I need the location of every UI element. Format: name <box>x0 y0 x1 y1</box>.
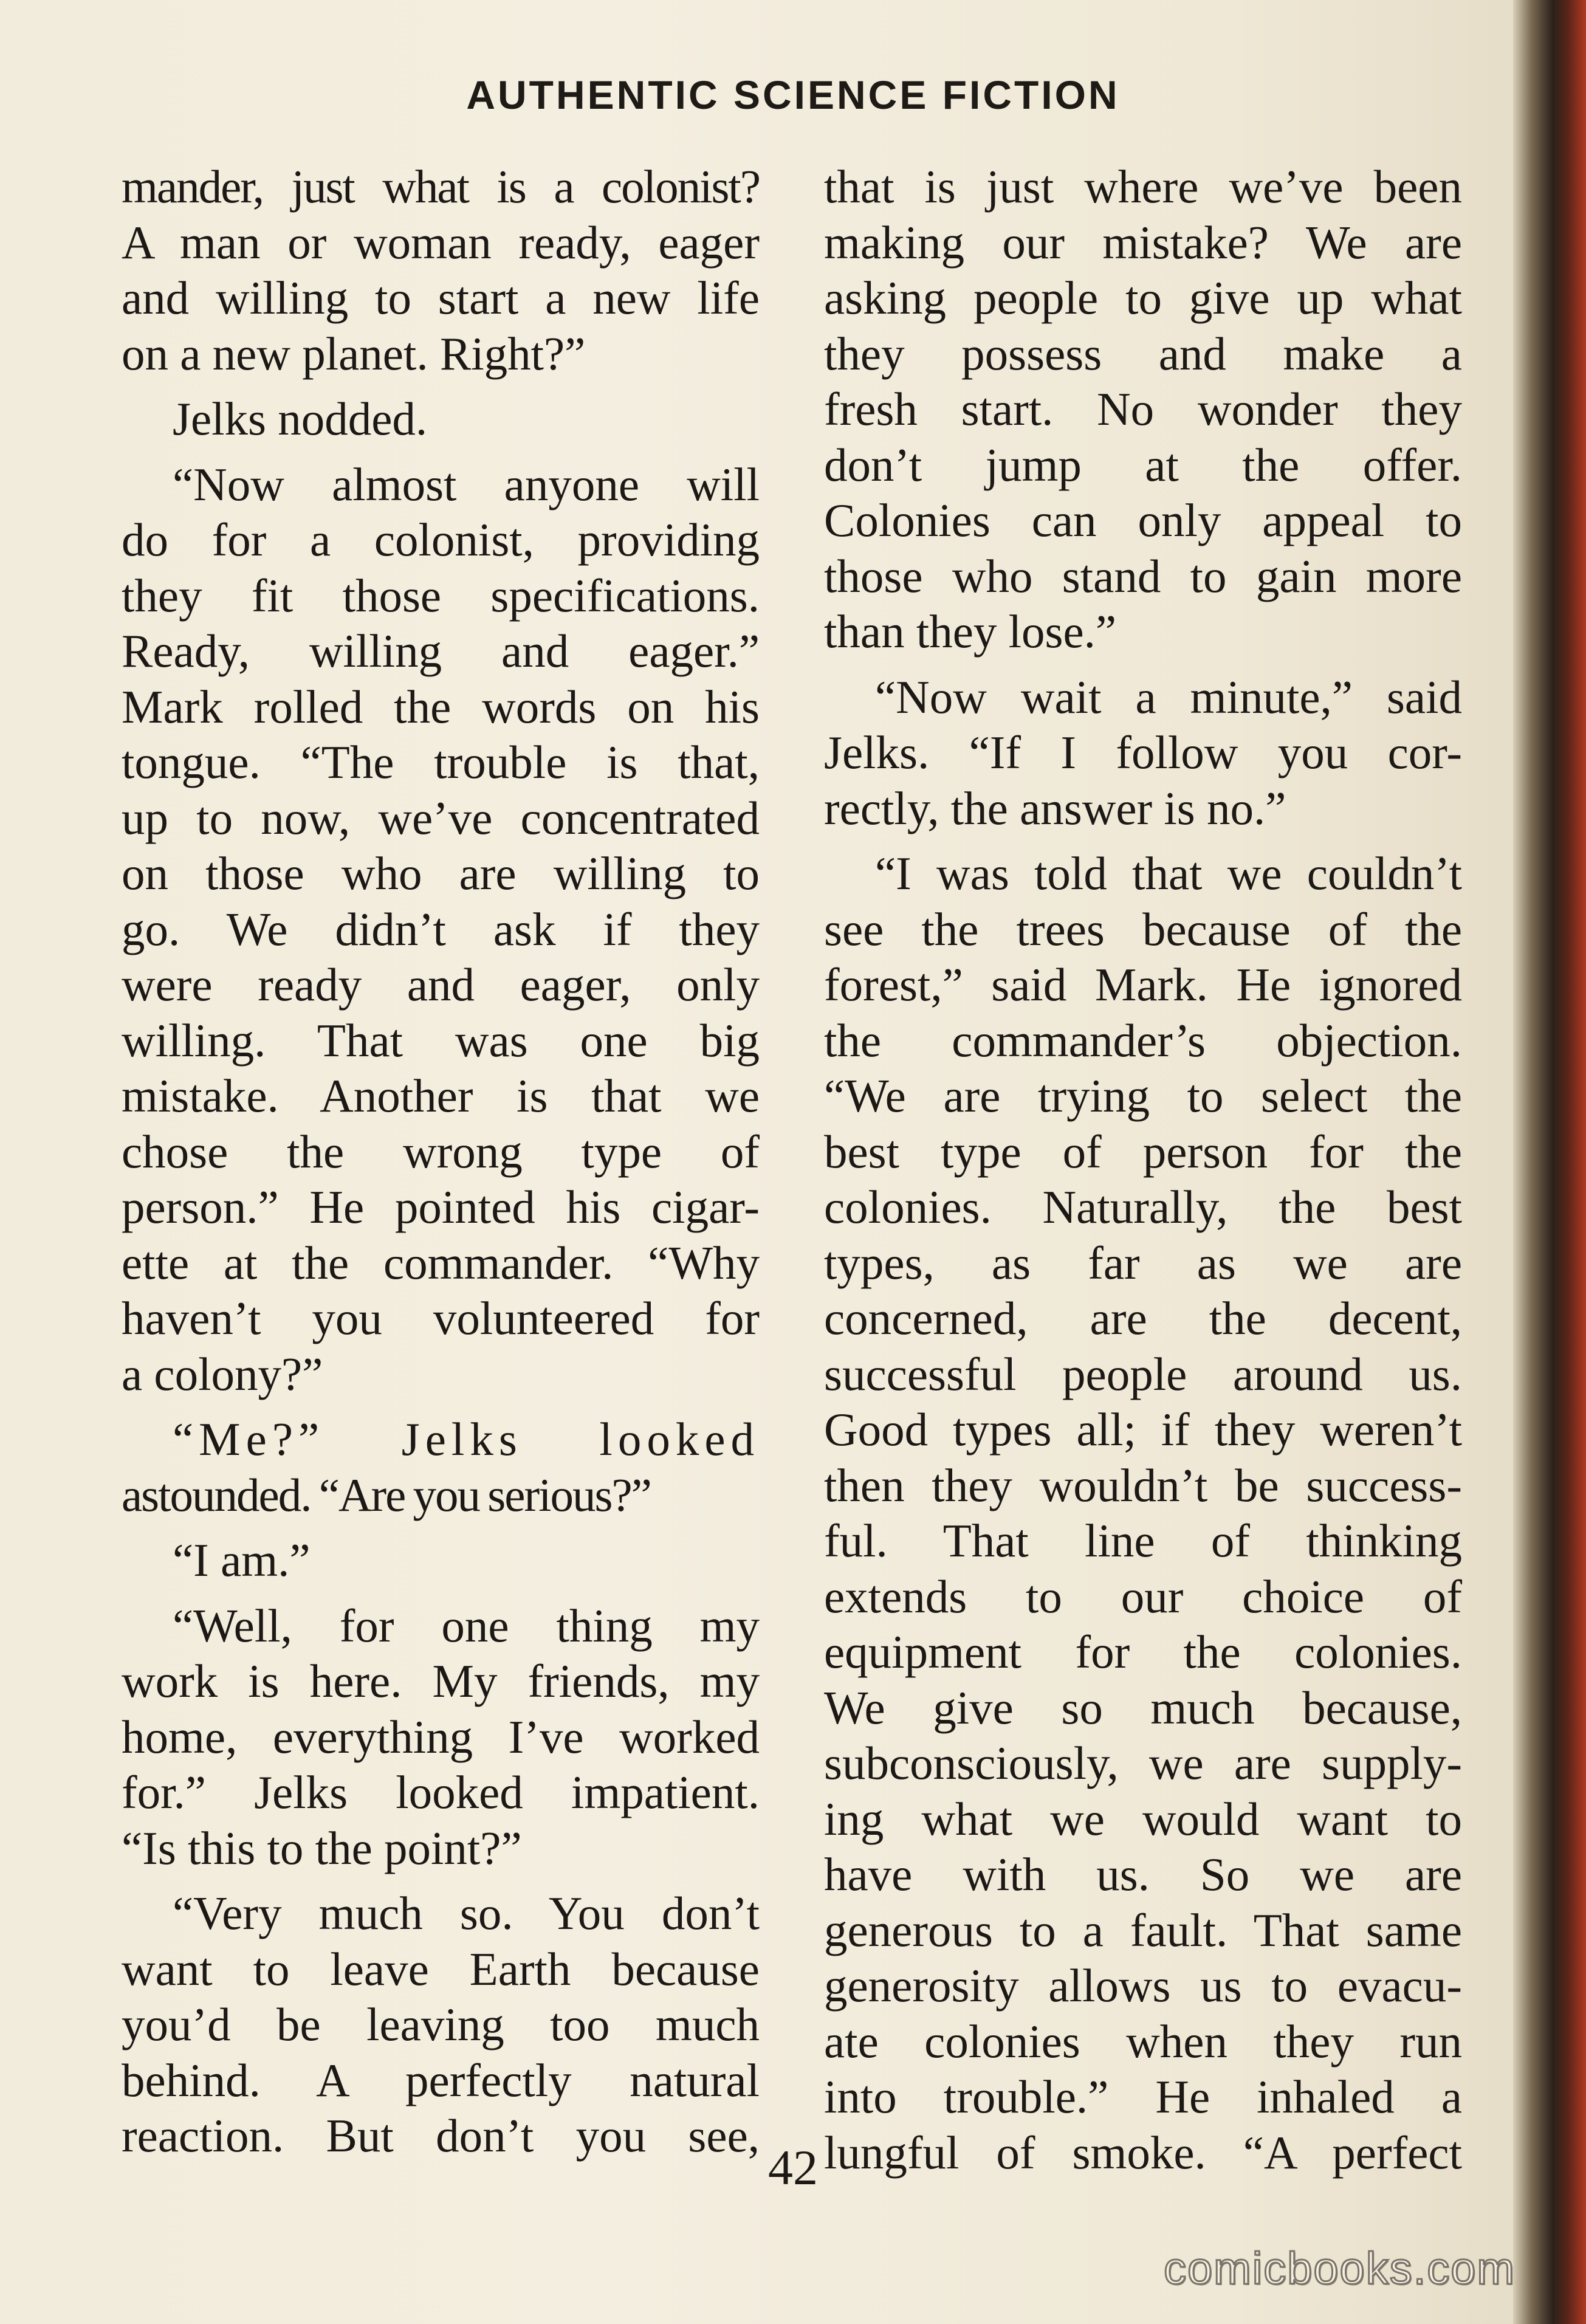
text-line: home, everything I’ve worked <box>122 1710 760 1763</box>
text-line: then they wouldn’t be success- <box>824 1459 1462 1511</box>
text-line: ful. That line of thinking <box>824 1514 1462 1567</box>
text-line: you’d be leaving too much <box>122 1998 760 2051</box>
text-line: “Now wait a minute,” said <box>875 670 1462 723</box>
text-line: “Me?” Jelks looked <box>173 1413 760 1465</box>
text-line: were ready and eager, only <box>122 958 760 1011</box>
text-line: up to now, we’ve concentrated <box>122 791 760 844</box>
text-line: don’t jump at the offer. <box>824 438 1462 491</box>
text-line: subconsciously, we are supply- <box>824 1737 1462 1789</box>
text-line: do for a colonist, providing <box>122 514 760 566</box>
paragraph <box>122 457 760 1403</box>
paragraph <box>122 1533 760 1589</box>
text-line: ing what we would want to <box>824 1792 1462 1845</box>
text-line: concerned, are the decent, <box>824 1292 1462 1344</box>
text-line: work is here. My friends, my <box>122 1655 760 1707</box>
text-line: that is just where we’ve been <box>824 160 1462 213</box>
text-line: Ready, willing and eager.” <box>122 625 760 677</box>
text-line: than they lose.” <box>824 605 1117 658</box>
text-line: they fit those specifications. <box>122 569 760 622</box>
text-line: want to leave Earth because <box>122 1942 760 1995</box>
text-line: “Is this to the point?” <box>122 1821 522 1874</box>
text-line: asking people to give up what <box>824 272 1462 324</box>
text-line: extends to our choice of <box>824 1570 1462 1623</box>
text-line: and willing to start a new life <box>122 272 760 324</box>
text-line: types, as far as we are <box>824 1236 1462 1289</box>
text-line: Jelks. “If I follow you cor- <box>824 726 1462 779</box>
text-line: have with us. So we are <box>824 1848 1462 1900</box>
text-line: generosity allows us to evacu- <box>824 1959 1462 2012</box>
text-line: Jelks nodded. <box>173 393 428 445</box>
text-line: ette at the commander. “Why <box>122 1236 760 1289</box>
paragraph <box>824 846 1462 2181</box>
text-line: Colonies can only appeal to <box>824 494 1462 546</box>
text-line: mistake. Another is that we <box>122 1070 760 1122</box>
paragraph <box>122 159 760 382</box>
text-line: the commander’s objection. <box>824 1014 1462 1067</box>
text-line: “I am.” <box>173 1534 311 1586</box>
text-line: rectly, the answer is no.” <box>824 782 1286 834</box>
text-line: “We are trying to select the <box>824 1070 1462 1122</box>
text-line: successful people around us. <box>824 1347 1462 1400</box>
text-line: forest,” said Mark. He ignored <box>824 958 1462 1011</box>
text-line: go. We didn’t ask if they <box>122 902 760 955</box>
paragraph <box>824 670 1462 837</box>
text-line: “Now almost anyone will <box>173 458 760 511</box>
text-line: generous to a fault. That same <box>824 1903 1462 1956</box>
text-line: equipment for the colonies. <box>824 1626 1462 1678</box>
book-spine-edge <box>1513 0 1586 2324</box>
text-line: see the trees because of the <box>824 902 1462 955</box>
paragraph <box>824 159 1462 660</box>
text-line: fresh start. No wonder they <box>824 383 1462 435</box>
text-line: into trouble.” He inhaled a <box>824 2071 1462 2123</box>
text-line: making our mistake? We are <box>824 216 1462 269</box>
text-line: on those who are willing to <box>122 847 760 899</box>
running-head: AUTHENTIC SCIENCE FICTION <box>466 72 1120 117</box>
paragraph <box>122 1886 760 2164</box>
text-line: A man or woman ready, eager <box>122 216 760 269</box>
text-line: haven’t you volunteered for <box>122 1292 760 1344</box>
paragraph <box>122 391 760 447</box>
text-line: “Well, for one thing my <box>173 1599 760 1652</box>
paragraph <box>122 1598 760 1877</box>
text-line: reaction. But don’t you see, <box>122 2109 760 2162</box>
text-line: colonies. Naturally, the best <box>824 1181 1462 1233</box>
text-line: lungful of smoke. “A perfect <box>824 2126 1462 2179</box>
text-line: “I was told that we couldn’t <box>875 847 1462 899</box>
text-line: a colony?” <box>122 1347 323 1400</box>
text-line: Mark rolled the words on his <box>122 680 760 733</box>
text-line: Good types all; if they weren’t <box>824 1403 1462 1456</box>
text-line: best type of person for the <box>824 1125 1462 1178</box>
page-number: 42 <box>768 2140 818 2195</box>
text-line: on a new planet. Right?” <box>122 327 586 380</box>
text-line: ate colonies when they run <box>824 2015 1462 2068</box>
text-line: We give so much because, <box>824 1681 1462 1734</box>
text-line: tongue. “The trouble is that, <box>122 736 760 788</box>
text-line: chose the wrong type of <box>122 1125 760 1178</box>
watermark: comicbooks.com <box>1164 2243 1516 2294</box>
text-line: mander, just what is a colonist? <box>122 160 760 213</box>
text-column-left <box>122 159 760 2164</box>
text-line: they possess and make a <box>824 327 1462 380</box>
text-line: for.” Jelks looked impatient. <box>122 1766 760 1818</box>
text-line: behind. A perfectly natural <box>122 2054 760 2106</box>
text-line: those who stand to gain more <box>824 549 1462 602</box>
text-column-right <box>824 159 1462 2181</box>
text-line: person.” He pointed his cigar- <box>122 1181 760 1233</box>
text-line: “Very much so. You don’t <box>173 1887 760 1939</box>
text-line: willing. That was one big <box>122 1014 760 1067</box>
text-line: astounded. “Are you serious?” <box>122 1468 651 1521</box>
paragraph <box>122 1412 760 1523</box>
